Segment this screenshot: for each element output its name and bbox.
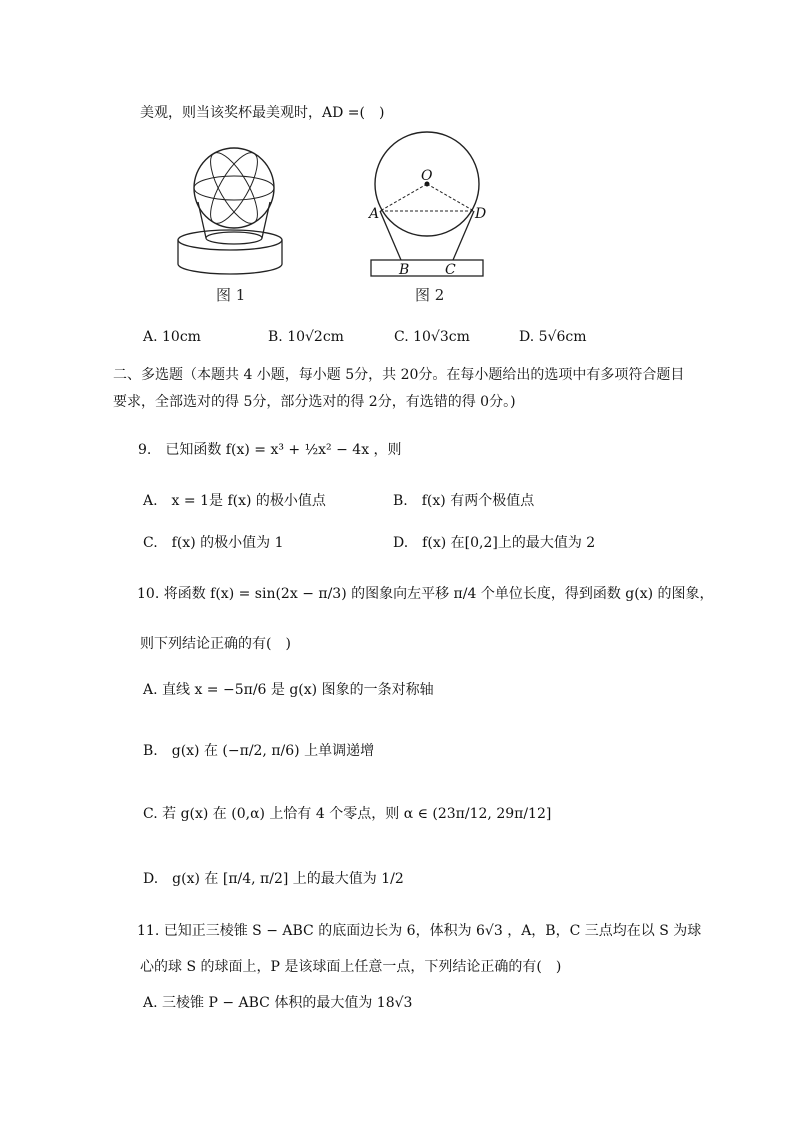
figure-2-section <box>365 128 490 308</box>
figure-1-trophy <box>170 140 300 310</box>
q9-option-a[interactable]: A. x = 1是 f(x) 的极小值点 <box>143 493 326 509</box>
q10-option-d[interactable]: D. g(x) 在 [π/4, π/2] 上的最大值为 1/2 <box>143 871 404 887</box>
q9-option-d[interactable]: D. f(x) 在[0,2]上的最大值为 2 <box>393 535 596 551</box>
q10-option-c[interactable]: C. 若 g(x) 在 (0,α) 上恰有 4 个零点，则 α ∈ (23π/12, 29π/12] <box>143 806 552 822</box>
point-D: D <box>475 206 487 222</box>
q11-stem: 11. 已知正三棱锥 S − ABC 的底面边长为 6，体积为 6√3 ，A，B，C 三点均在以 S 为球 <box>137 923 702 939</box>
figure-2-caption: 图 2 <box>415 286 445 304</box>
q8-option-d[interactable]: D. 5√6cm <box>519 329 587 345</box>
q9-option-b[interactable]: B. f(x) 有两个极值点 <box>393 493 535 509</box>
point-A: A <box>369 206 380 222</box>
point-O: O <box>421 168 433 184</box>
q8-stem-tail: 美观，则当该奖杯最美观时，AD =( ) <box>140 105 385 121</box>
section-2-heading: 二、多选题（本题共 4 小题，每小题 5分，共 20分。在每小题给出的选项中有多项符合题目 <box>113 367 685 383</box>
q9-option-c[interactable]: C. f(x) 的极小值为 1 <box>143 535 284 551</box>
point-B: B <box>399 262 410 278</box>
q11-stem-cont: 心的球 S 的球面上，P 是该球面上任意一点，下列结论正确的有( ) <box>140 959 562 975</box>
q8-option-b[interactable]: B. 10√2cm <box>268 329 344 345</box>
q8-option-a[interactable]: A. 10cm <box>143 329 201 345</box>
q11-option-a[interactable]: A. 三棱锥 P − ABC 体积的最大值为 18√3 <box>143 995 413 1011</box>
point-C: C <box>445 262 456 278</box>
q10-stem-cont: 则下列结论正确的有( ) <box>140 636 291 652</box>
q9-stem: 9. 已知函数 f(x) = x³ + ½x² − 4x ，则 <box>138 442 402 458</box>
q10-stem: 10. 将函数 f(x) = sin(2x − π/3) 的图象向左平移 π/4 个单位长度，得到函数 g(x) 的图象， <box>137 586 714 602</box>
figure-1-caption: 图 1 <box>216 286 246 304</box>
q10-option-a[interactable]: A. 直线 x = −5π/6 是 g(x) 图象的一条对称轴 <box>143 682 434 698</box>
q8-option-c[interactable]: C. 10√3cm <box>394 329 470 345</box>
q10-option-b[interactable]: B. g(x) 在 (−π/2, π/6) 上单调递增 <box>143 743 375 759</box>
section-2-heading-cont: 要求，全部选对的得 5分，部分选对的得 2分，有选错的得 0分。) <box>113 394 516 410</box>
